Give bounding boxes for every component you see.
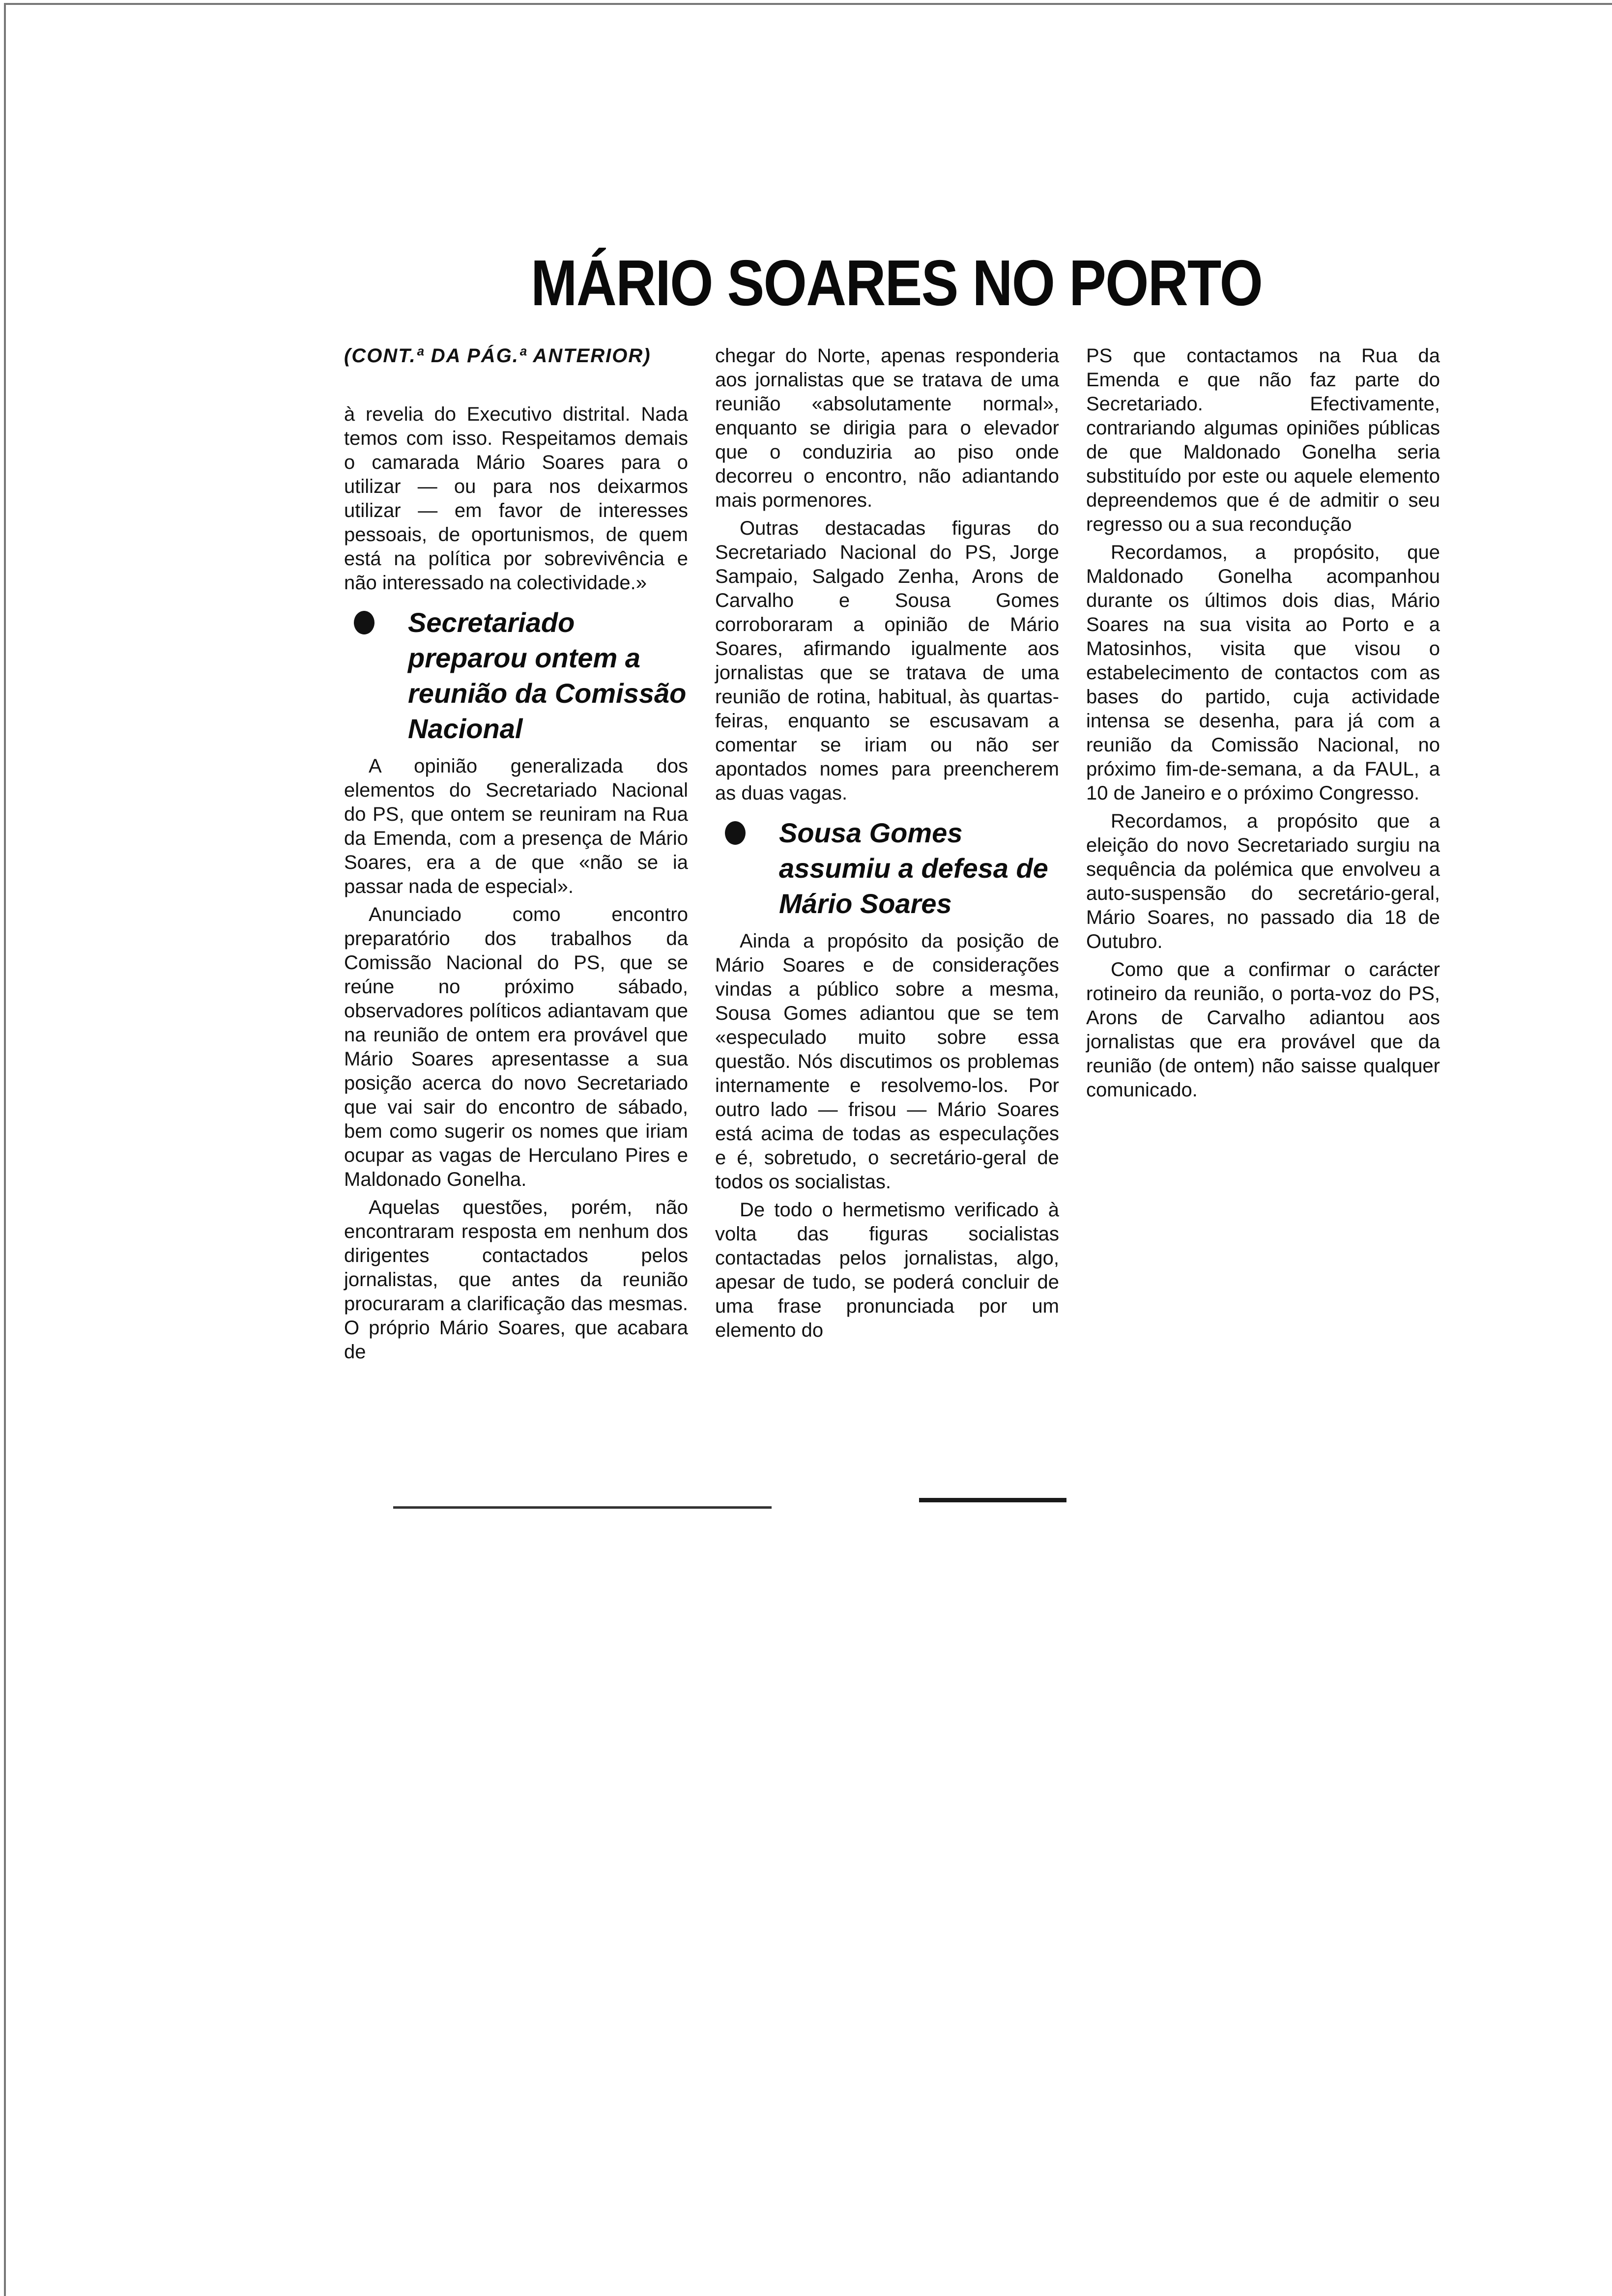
subheading xyxy=(344,605,688,746)
paragraph: à revelia do Executivo distrital. Nada temos com isso. Respeitamos demais o camarada Mário Soares para o utilizar — ou para nos deixarmos utilizar — em favor de interesses pessoais, de oportunismos, de quem está na política por sobrevivência e não interessado na colectividade.» xyxy=(344,403,688,594)
paragraph: De todo o hermetismo verificado à volta das figuras socialistas contactadas pelos jornalistas, algo, apesar de tudo, se poderá concluir de uma frase pronunciada por um elemento do xyxy=(715,1199,1059,1341)
paragraph: Ainda a propósito da posição de Mário Soares e de considerações vindas a público sobre a mesma, Sousa Gomes adiantou que se tem «especulado muito sobre essa questão. Nós discutimos os problemas internamente e resolvemo-los. Por outro lado — frisou — Mário Soares está acima de todas as especulações e é, sobretudo, o secretário-geral de todos os socialistas. xyxy=(715,930,1059,1193)
paragraph: A opinião generalizada dos elementos do Secretariado Nacional do PS, que ontem se reuniram na Rua da Emenda, com a presença de Mário Soares, era a de que «não se ia passar nada de especial». xyxy=(344,755,688,897)
paragraph: Recordamos, a propósito, que Maldonado Gonelha acompanhou durante os últimos dois dias, Mário Soares na sua visita ao Porto e a Matosinhos, visita que visou o estabelecimento de contactos com as bases do partido, cuja actividade intensa se desenha, para já com a reunião da Comissão Nacional, no próximo fim-de-semana, a da FAUL, a 10 de Janeiro e o próximo Congresso. xyxy=(1086,542,1440,804)
paragraph: Recordamos, a propósito que a eleição do novo Secretariado surgiu na sequência da polémica que envolveu a auto-suspensão do secretário-geral, Mário Soares, no passado dia 18 de Outubro. xyxy=(1086,810,1440,952)
paragraph: Como que a confirmar o carácter rotineiro da reunião, o porta-voz do PS, Arons de Carvalho adiantou aos jornalistas que era provável que da reunião (de ontem) não saisse qualquer comunicado. xyxy=(1086,959,1440,1101)
bullet-icon xyxy=(354,611,374,634)
subheading-text: Sousa Gomes assumiu a defesa de Mário Soares xyxy=(779,817,1048,919)
paragraph: Outras destacadas figuras do Secretariado Nacional do PS, Jorge Sampaio, Salgado Zenha, Arons de Carvalho e Sousa Gomes corroboraram a opinião de Mário Soares, afirmando igualmente aos jornalistas que se tratava de uma reunião de rotina, habitual, às quartas-feiras, enquanto se escusavam a comentar se iriam ou não ser apontados nomes para preencherem as duas vagas. xyxy=(715,517,1059,804)
article-column-3 xyxy=(1086,344,1440,1106)
subheading xyxy=(715,815,1059,921)
bullet-icon xyxy=(725,821,746,845)
paragraph: Anunciado como encontro preparatório dos trabalhos da Comissão Nacional do PS, que se reúne no próximo sábado, observadores políticos adiantavam que na reunião de ontem era provável que Mário Soares apresentasse a sua posição acerca do novo Secretariado que vai sair do encontro de sábado, bem como sugerir os nomes que iriam ocupar as vagas de Herculano Pires e Maldonado Gonelha. xyxy=(344,904,688,1190)
continuation-note: (CONT.ª DA PÁG.ª ANTERIOR) xyxy=(344,345,651,367)
bottom-rule-left xyxy=(393,1506,772,1509)
article-column-2 xyxy=(715,344,1059,1347)
paragraph: Aquelas questões, porém, não encontraram resposta em nenhum dos dirigentes contactados pelos jornalistas, que antes da reunião procuraram a clarificação das mesmas. O próprio Mário Soares, que acabara de xyxy=(344,1197,688,1363)
paragraph: chegar do Norte, apenas responderia aos jornalistas que se tratava de uma reunião «absolutamente normal», enquanto se dirigia para o elevador que o conduziria ao piso onde decorreu o encontro, não adiantando mais pormenores. xyxy=(715,345,1059,511)
article-headline: MÁRIO SOARES NO PORTO xyxy=(531,247,1263,319)
scan-edge-left xyxy=(4,3,6,2296)
paragraph: PS que contactamos na Rua da Emenda e que não faz parte do Secretariado. Efectivamente, contrariando algumas opiniões públicas de que Maldonado Gonelha seria substituído por este ou aquele elemento depreendemos que é de admitir o seu regresso ou a sua recondução xyxy=(1086,345,1440,535)
bottom-rule-right xyxy=(919,1498,1066,1502)
article-column-1 xyxy=(344,344,688,1368)
subheading-text: Secretariado preparou ontem a reunião da Comissão Nacional xyxy=(408,607,687,744)
scan-edge-top xyxy=(4,3,1612,5)
